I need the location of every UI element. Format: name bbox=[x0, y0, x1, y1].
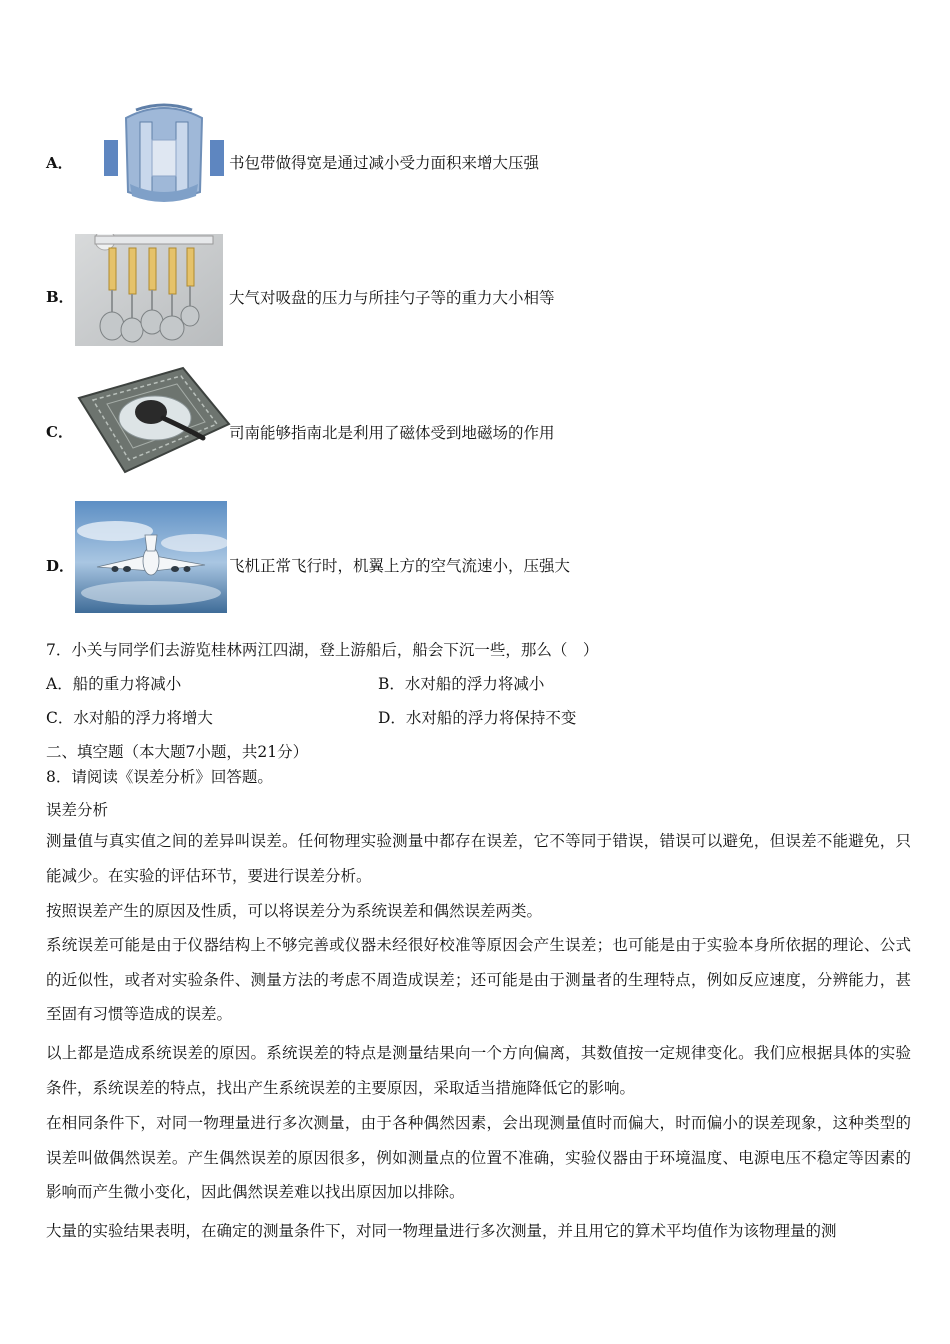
airplane-image bbox=[75, 501, 227, 613]
q8-stem: 8．请阅读《误差分析》回答题。 bbox=[46, 768, 273, 786]
option-b-text: 大气对吸盘的压力与所挂勺子等的重力大小相等 bbox=[229, 289, 555, 307]
paragraph-6: 大量的实验结果表明，在确定的测量条件下，对同一物理量进行多次测量，并且用它的算术平均值作为该物理量的测 bbox=[46, 1222, 837, 1240]
sinan-compass-image bbox=[73, 362, 231, 480]
q7-choice-a: A．船的重力将减小 bbox=[46, 675, 182, 693]
q7-choice-c: C．水对船的浮力将增大 bbox=[46, 709, 213, 727]
option-d-letter: D． bbox=[46, 557, 75, 575]
option-a-text: 书包带做得宽是通过减小受力面积来增大压强 bbox=[229, 154, 540, 172]
paragraph-2: 按照误差产生的原因及性质，可以将误差分为系统误差和偶然误差两类。 bbox=[46, 902, 543, 920]
option-c-text: 司南能够指南北是利用了磁体受到地磁场的作用 bbox=[229, 424, 555, 442]
option-d-text: 飞机正常飞行时，机翼上方的空气流速小，压强大 bbox=[229, 557, 571, 575]
option-c-letter: C． bbox=[46, 423, 73, 441]
section-heading: 二、填空题（本大题7小题，共21分） bbox=[46, 743, 309, 761]
paragraph-4: 以上都是造成系统误差的原因。系统误差的特点是测量结果向一个方向偏离，其数值按一定规律变化。我们应根据具体的实验条件，系统误差的特点，找出产生系统误差的主要原因，采取适当措施降低它的影响。 bbox=[46, 1044, 911, 1097]
paragraph-5: 在相同条件下，对同一物理量进行多次测量，由于各种偶然因素，会出现测量值时而偏大，时而偏小的误差现象，这种类型的误差叫做偶然误差。产生偶然误差的原因很多，例如测量点的位置不准确，实验仪器由于环境温度、电源电压不稳定等因素的影响而产生微小变化，因此偶然误差难以找出原因加以排除。 bbox=[46, 1114, 911, 1201]
article-title: 误差分析 bbox=[46, 801, 109, 819]
ladles-on-suction-hook-image bbox=[75, 234, 223, 346]
paragraph-1: 测量值与真实值之间的差异叫误差。任何物理实验测量中都存在误差，它不等同于错误，错误可以避免，但误差不能避免，只能减少。在实验的评估环节，要进行误差分析。 bbox=[46, 832, 911, 885]
q7-choice-b: B．水对船的浮力将减小 bbox=[378, 675, 545, 693]
q7-choice-d: D．水对船的浮力将保持不变 bbox=[378, 709, 577, 727]
q7-stem: 7．小关与同学们去游览桂林两江四湖，登上游船后，船会下沉一些，那么（ ） bbox=[46, 641, 599, 659]
paragraph-3: 系统误差可能是由于仪器结构上不够完善或仪器未经很好校准等原因会产生误差；也可能是由于实验本身所依据的理论、公式的近似性，或者对实验条件、测量方法的考虑不周造成误差；还可能是由于测量者的生理特点，例如反应速度，分辨能力，甚至固有习惯等造成的误差。 bbox=[46, 936, 911, 1023]
option-b-letter: B． bbox=[46, 288, 74, 306]
backpack-image bbox=[96, 100, 232, 212]
option-a-letter: A． bbox=[46, 154, 73, 172]
